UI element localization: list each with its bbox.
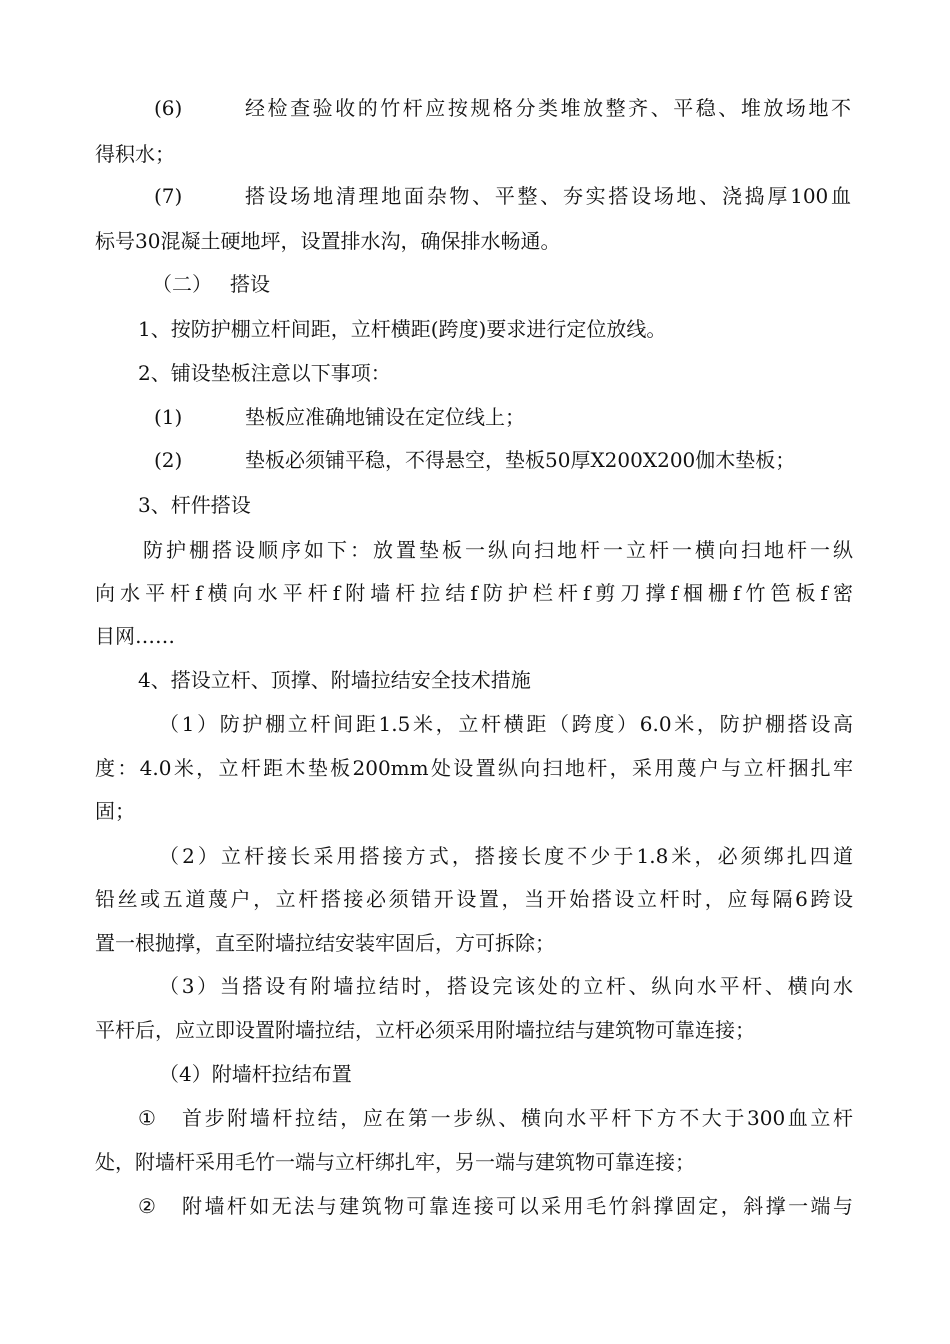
- text-line: 垫板必须铺平稳，不得悬空，垫板50厚X200X200伽木垫板；: [245, 448, 796, 472]
- item-number: (7): [154, 184, 183, 208]
- text-content: （2）立杆接长采用搭接方式，搭接长度不少于1.8米，必须绑扎四道: [159, 844, 853, 868]
- text-line: [95, 886, 853, 912]
- text-content: （1）防护棚立杆间距1.5米，立杆横距（跨度）6.0米，防护棚搭设高: [159, 712, 853, 736]
- text-line: [245, 183, 851, 209]
- text-line: 固；: [95, 799, 135, 823]
- text-content: 首步附墙杆拉结，应在第一步纵、横向水平杆下方不大于300血立杆: [182, 1106, 853, 1130]
- text-line: [159, 711, 853, 737]
- text-line: 置一根抛撑，直至附墙拉结安装牢固后，方可拆除；: [95, 931, 555, 955]
- item-number: (2): [154, 448, 183, 472]
- text-content: 向水平杆f横向水平杆f附墙杆拉结f防护栏杆f剪刀撑f椢栅f竹笆板f密: [95, 581, 853, 605]
- text-line: [95, 755, 853, 781]
- text-line: 标号30混凝土硬地坪，设置排水沟，确保排水畅通。: [95, 229, 561, 253]
- text-line: [95, 580, 853, 606]
- text-content: 附墙杆如无法与建筑物可靠连接可以采用毛竹斜撑固定，斜撑一端与: [182, 1194, 853, 1218]
- text-line: 垫板应准确地铺设在定位线上；: [245, 405, 525, 429]
- item-number: ②: [138, 1194, 156, 1218]
- text-line: [159, 973, 853, 999]
- text-line: 处，附墙杆采用毛竹一端与立杆绑扎牢，另一端与建筑物可靠连接；: [95, 1150, 695, 1174]
- text-line: [182, 1193, 853, 1219]
- text-line: 2、铺设垫板注意以下事项：: [138, 361, 391, 385]
- text-line: 目网……: [95, 624, 175, 648]
- section-title: 搭设: [230, 272, 270, 296]
- text-line: [182, 1105, 853, 1131]
- text-line: 得积水；: [95, 142, 175, 166]
- text-content: 搭设场地清理地面杂物、平整、夯实搭设场地、浇捣厚100血: [245, 184, 851, 208]
- text-line: [245, 95, 851, 121]
- text-content: 铅丝或五道蔑户，立杆搭接必须错开设置，当开始搭设立杆时，应每隔6跨设: [95, 887, 853, 911]
- text-content: 度：4.0米，立杆距木垫板200mm处设置纵向扫地杆，采用蔑户与立杆捆扎牢: [95, 756, 853, 780]
- text-content: （3）当搭设有附墙拉结时，搭设完该处的立杆、纵向水平杆、横向水: [159, 974, 853, 998]
- section-number: （二）: [152, 272, 212, 296]
- text-line: （4）附墙杆拉结布置: [159, 1062, 352, 1086]
- text-line: 4、搭设立杆、顶撑、附墙拉结安全技术措施: [138, 668, 531, 692]
- text-content: 防护棚搭设顺序如下：放置垫板一纵向扫地杆一立杆一横向扫地杆一纵: [143, 538, 853, 562]
- text-line: [143, 537, 853, 563]
- text-content: 经检查验收的竹杆应按规格分类堆放整齐、平稳、堆放场地不: [245, 96, 851, 120]
- item-number: ①: [138, 1106, 156, 1130]
- text-line: 3、杆件搭设: [138, 493, 251, 517]
- item-number: (6): [154, 96, 183, 120]
- text-line: 1、按防护棚立杆间距，立杆横距(跨度)要求进行定位放线。: [138, 317, 667, 341]
- item-number: (1): [154, 405, 183, 429]
- text-line: [159, 843, 853, 869]
- text-line: 平杆后，应立即设置附墙拉结，立杆必须采用附墙拉结与建筑物可靠连接；: [95, 1018, 755, 1042]
